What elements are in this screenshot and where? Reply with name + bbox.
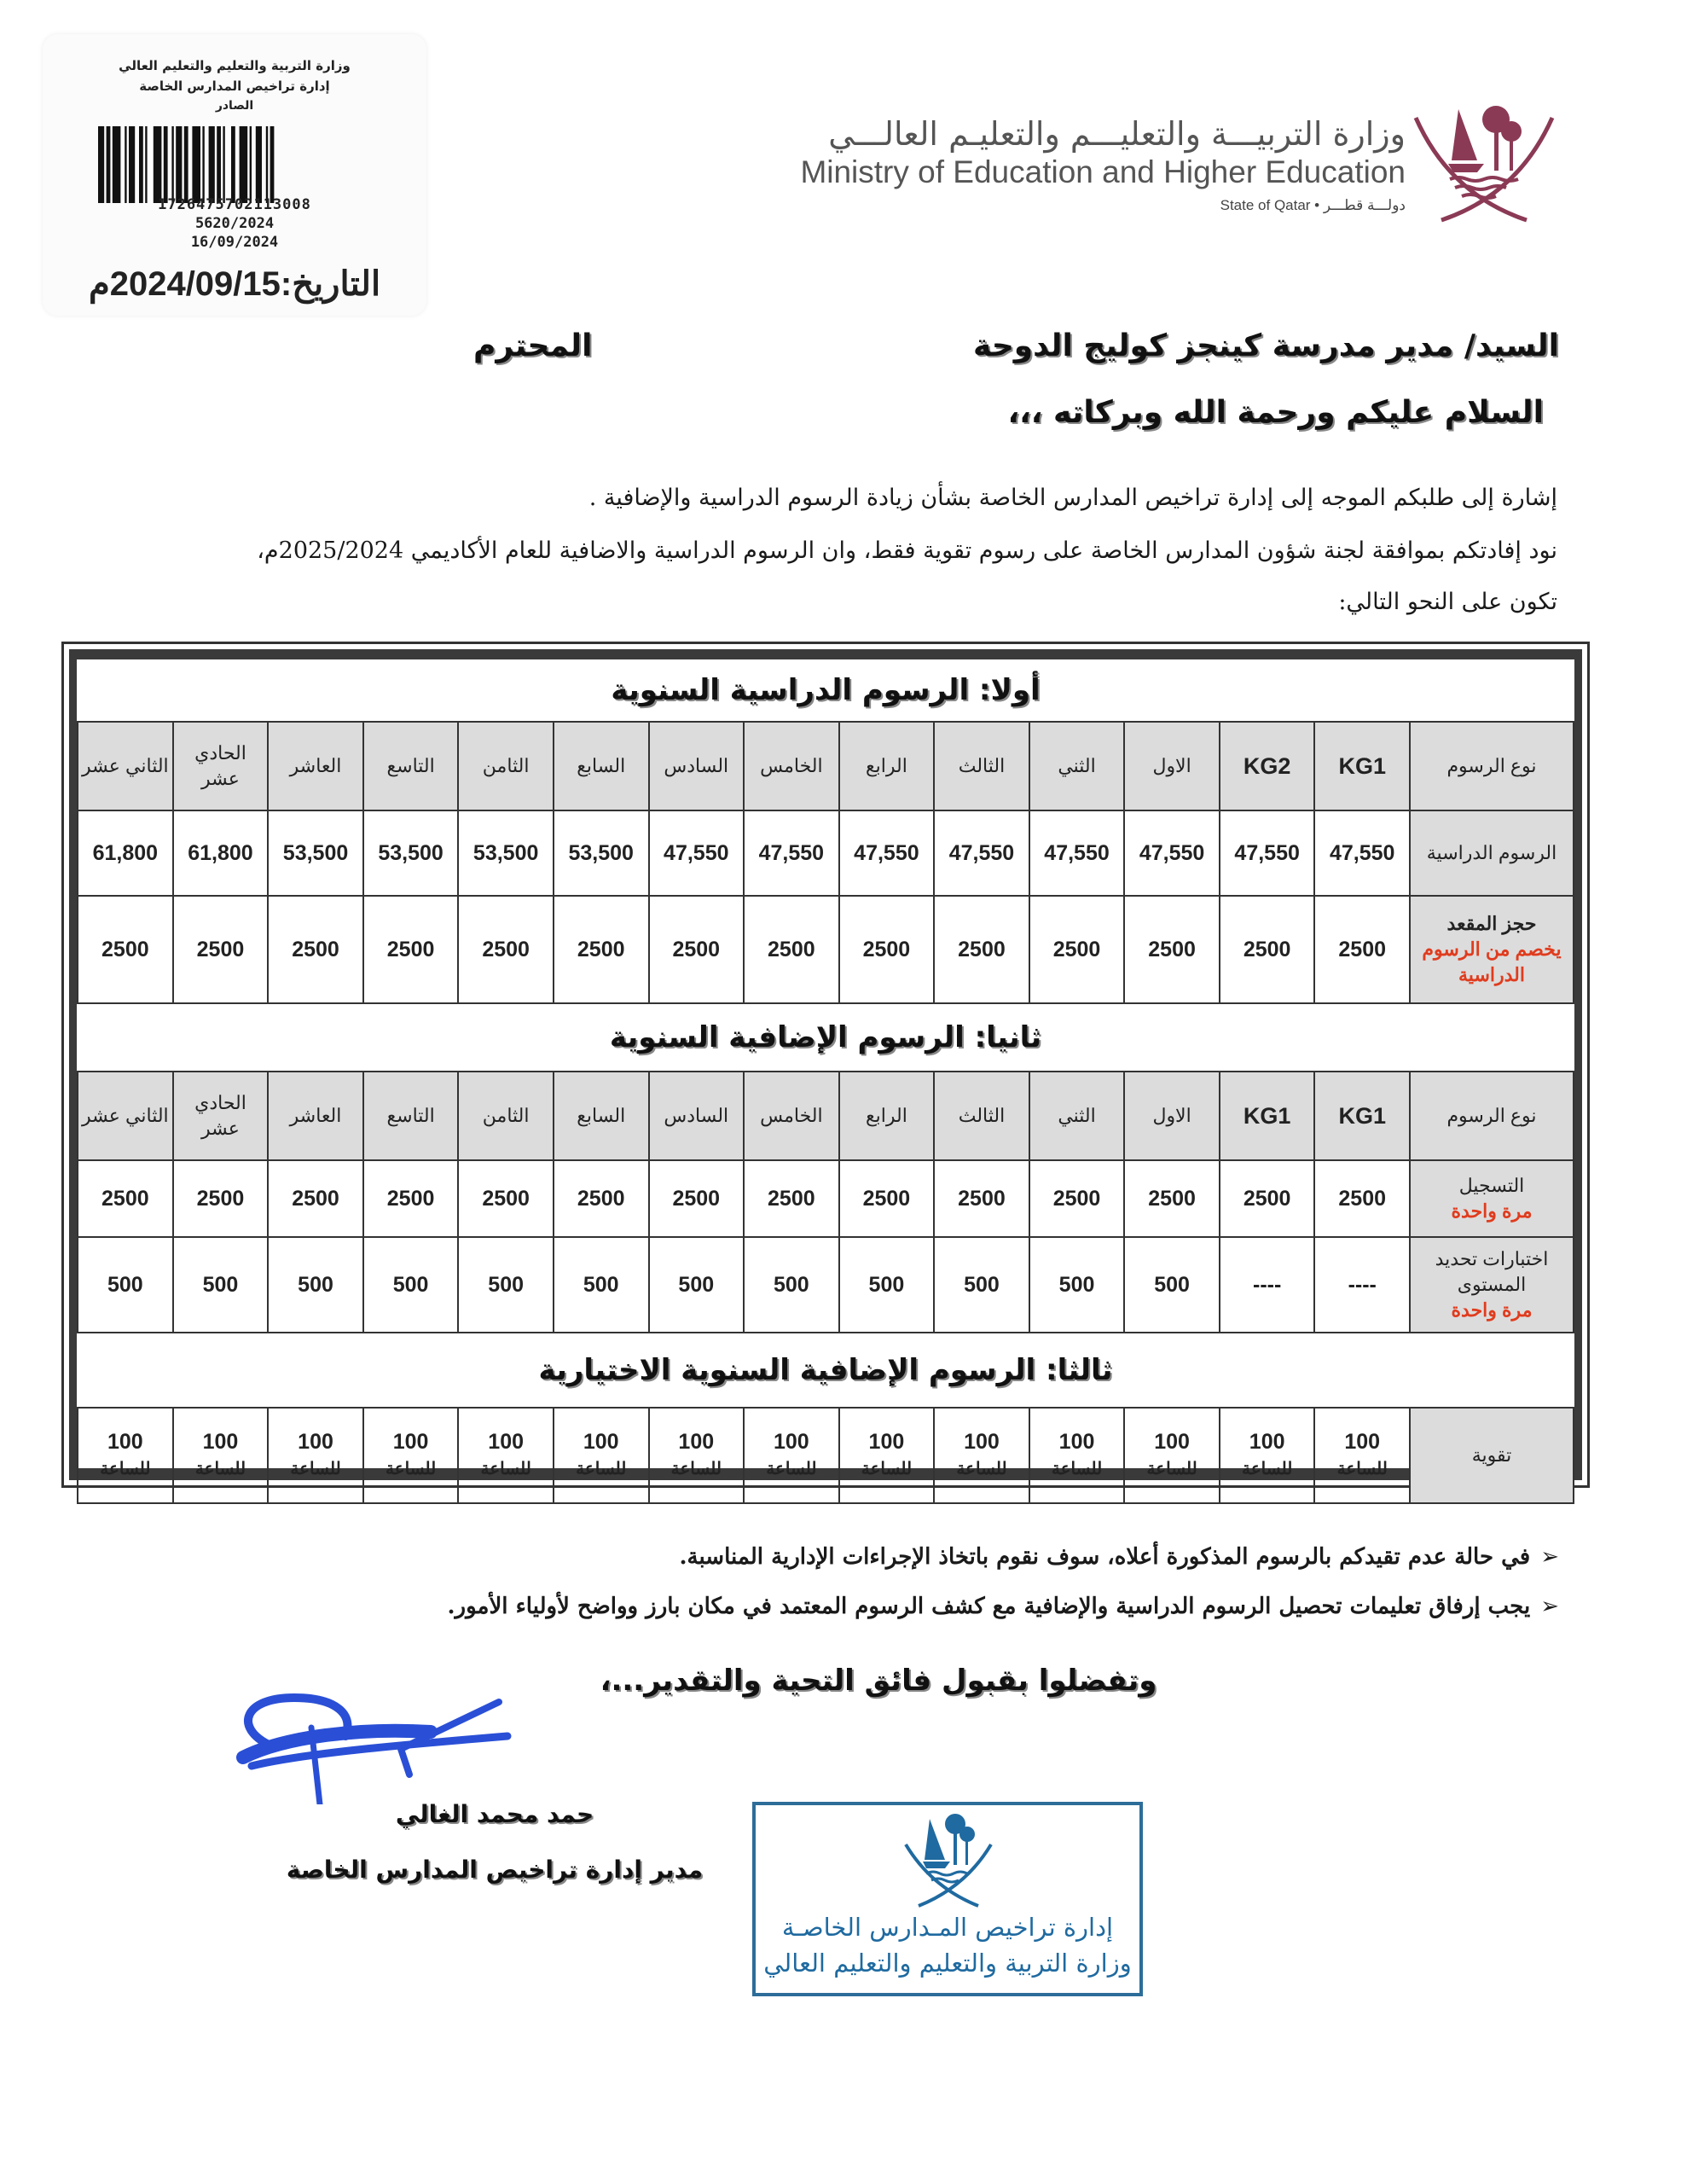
note-item — [679, 1544, 1559, 1570]
fee-cell: 2500 — [744, 1160, 839, 1237]
fee-type-header: نوع الرسوم — [1410, 1072, 1574, 1160]
fee-cell: 2500 — [1220, 896, 1315, 1003]
fee-unit: للساعة — [1242, 1460, 1293, 1478]
fee-cell: 53,500 — [363, 810, 459, 896]
fee-unit: للساعة — [480, 1460, 531, 1478]
fee-cell: 47,550 — [839, 810, 935, 896]
section2-title: ثانيا: الرسوم الإضافية السنوية — [609, 1020, 1042, 1054]
header-row — [78, 722, 1574, 810]
grade-header: التاسع — [363, 722, 459, 810]
fee-cell — [1124, 1408, 1220, 1503]
fee-cell — [1220, 1408, 1315, 1503]
grade-header: الرابع — [839, 722, 935, 810]
fee-amount: 100 — [1058, 1430, 1095, 1454]
fee-amount: 100 — [202, 1430, 239, 1454]
stamp-date: 16/09/2024 — [190, 234, 279, 251]
arrow-bullet-icon: ➢ — [1540, 1544, 1559, 1570]
note-text: في حالة عدم تقيدكم بالرسوم المذكورة أعلاه، سوف نقوم باتخاذ الإجراءات الإدارية المناسبة. — [679, 1544, 1531, 1570]
grade-header: السابع — [554, 1072, 649, 1160]
fees-table-frame — [61, 642, 1590, 1488]
signer-title: مدير إدارة تراخيص المدارس الخاصة — [286, 1856, 704, 1884]
grade-header: KG2 — [1220, 722, 1315, 810]
fee-cell: 2500 — [363, 896, 459, 1003]
fee-cell: 47,550 — [934, 810, 1029, 896]
fee-cell: 53,500 — [554, 810, 649, 896]
fee-cell: 53,500 — [268, 810, 363, 896]
fee-amount: 100 — [773, 1430, 809, 1454]
fee-cell: 61,800 — [173, 810, 269, 896]
fee-type-header: نوع الرسوم — [1410, 722, 1574, 810]
fee-cell: 2500 — [649, 896, 745, 1003]
row-label — [1410, 1237, 1574, 1333]
additional-fees-table — [77, 1071, 1574, 1333]
letter-date — [43, 264, 426, 304]
note-item — [448, 1594, 1560, 1619]
signature-icon — [217, 1676, 525, 1804]
grade-header: الثامن — [458, 1072, 554, 1160]
table-row — [78, 810, 1574, 896]
fee-cell: 2500 — [458, 896, 554, 1003]
grade-header: السادس — [649, 1072, 745, 1160]
fee-cell — [78, 1408, 173, 1503]
fee-cell: 2500 — [268, 896, 363, 1003]
table-row — [78, 1408, 1574, 1503]
department-stamp — [752, 1802, 1143, 1996]
row-label-text: حجز المقعد — [1446, 913, 1537, 934]
addressee: السيد/ مدير مدرسة كينجز كوليج الدوحة — [973, 328, 1559, 363]
row-label — [1410, 1408, 1574, 1503]
grade-header: الثاني عشر — [78, 722, 173, 810]
fee-unit: للساعة — [1051, 1460, 1103, 1478]
stamp-outgoing-label: الصادر — [215, 99, 254, 113]
fee-cell: 2500 — [1314, 896, 1410, 1003]
grade-header: KG1 — [1314, 1072, 1410, 1160]
grade-header: الخامس — [744, 1072, 839, 1160]
grade-header: الحادي عشر — [173, 1072, 269, 1160]
ministry-header — [706, 115, 1406, 214]
fee-cell: 2500 — [78, 1160, 173, 1237]
fee-cell: 53,500 — [458, 810, 554, 896]
row-label-note: مرة واحدة — [1451, 1299, 1533, 1321]
fee-cell: 500 — [554, 1237, 649, 1333]
closing-line: وتفضلوا بقبول فائق التحية والتقدير...، — [600, 1664, 1157, 1698]
grade-header: العاشر — [268, 722, 363, 810]
fee-cell: 500 — [268, 1237, 363, 1333]
fee-cell: 2500 — [1029, 896, 1125, 1003]
paragraph-intro: تكون على النحو التالي: — [1338, 589, 1557, 615]
grade-header: الثالث — [934, 1072, 1029, 1160]
grade-header: الخامس — [744, 722, 839, 810]
grade-header: الرابع — [839, 1072, 935, 1160]
fee-unit: للساعة — [861, 1460, 913, 1478]
optional-fees-table — [77, 1407, 1574, 1504]
fee-cell: 2500 — [839, 1160, 935, 1237]
fee-cell — [1314, 1408, 1410, 1503]
fee-cell — [268, 1408, 363, 1503]
section1-title: أولا: الرسوم الدراسية السنوية — [611, 673, 1041, 707]
fee-cell: 500 — [78, 1237, 173, 1333]
fee-unit: للساعة — [1146, 1460, 1197, 1478]
grade-header: الثامن — [458, 722, 554, 810]
row-label-text: اختبارات تحديد المستوى — [1435, 1248, 1549, 1295]
fee-cell — [458, 1408, 554, 1503]
dept-stamp-line1: إدارة تراخيص المـدارس الخاصـة — [781, 1913, 1114, 1942]
row-label-text: الرسوم الدراسية — [1426, 842, 1557, 863]
fee-amount: 100 — [583, 1430, 619, 1454]
fee-cell: 500 — [744, 1237, 839, 1333]
grade-header: التاسع — [363, 1072, 459, 1160]
stamp-department-line: إدارة تراخيص المدارس الخاصة — [139, 78, 330, 94]
fee-unit: للساعة — [670, 1460, 722, 1478]
grade-header: الاول — [1124, 1072, 1220, 1160]
fee-amount: 100 — [392, 1430, 429, 1454]
fee-unit: للساعة — [766, 1460, 817, 1478]
fee-cell — [363, 1408, 459, 1503]
tuition-fees-table — [77, 721, 1574, 1004]
fee-cell: 2500 — [554, 1160, 649, 1237]
fee-cell: 47,550 — [1124, 810, 1220, 896]
fee-amount: 100 — [1154, 1430, 1190, 1454]
ministry-name-en: Ministry of Education and Higher Education — [800, 154, 1406, 189]
grade-header: الثاني عشر — [78, 1072, 173, 1160]
barcode-icon — [98, 126, 397, 203]
fee-cell: 2500 — [173, 896, 269, 1003]
grade-header: الثالث — [934, 722, 1029, 810]
fee-cell: 2500 — [1314, 1160, 1410, 1237]
fee-cell: 500 — [363, 1237, 459, 1333]
paragraph-reference: إشارة إلى طلبكم الموجه إلى إدارة تراخيص المدارس الخاصة بشأن زيادة الرسوم الدراسية والإضافية . — [588, 485, 1557, 511]
fee-cell — [839, 1408, 935, 1503]
fee-cell — [744, 1408, 839, 1503]
dept-stamp-line2: وزارة التربية والتعليم والتعليم العالي — [763, 1949, 1132, 1978]
fee-amount: 100 — [868, 1430, 905, 1454]
fee-amount: 100 — [1344, 1430, 1381, 1454]
fee-cell: 2500 — [1029, 1160, 1125, 1237]
fee-cell: 500 — [934, 1237, 1029, 1333]
fee-cell: 2500 — [268, 1160, 363, 1237]
date-value: 2024/09/15م — [88, 265, 281, 303]
fee-cell: 2500 — [458, 1160, 554, 1237]
reference-number: 5620/2024 — [194, 215, 275, 232]
fee-amount: 100 — [678, 1430, 715, 1454]
fee-cell: 2500 — [1220, 1160, 1315, 1237]
fee-unit: للساعة — [1336, 1460, 1388, 1478]
fee-cell: 500 — [458, 1237, 554, 1333]
fee-cell — [934, 1408, 1029, 1503]
fee-cell: 2500 — [649, 1160, 745, 1237]
section3-title: ثالثا: الرسوم الإضافية السنوية الاختيارية — [538, 1353, 1113, 1387]
state-of-qatar: State of Qatar • دولـــة قطـــر — [1220, 197, 1406, 213]
fee-cell: 2500 — [1124, 896, 1220, 1003]
fee-amount: 100 — [488, 1430, 525, 1454]
fee-unit: للساعة — [385, 1460, 437, 1478]
grade-header: الاول — [1124, 722, 1220, 810]
fee-cell — [173, 1408, 269, 1503]
fee-cell: ---- — [1220, 1237, 1315, 1333]
grade-header: السادس — [649, 722, 745, 810]
fee-amount: 100 — [1249, 1430, 1285, 1454]
respected-title: المحترم — [473, 328, 593, 363]
fee-cell: 500 — [1124, 1237, 1220, 1333]
table-row — [78, 1160, 1574, 1237]
barcode-number: 1726475702113008 — [158, 196, 311, 213]
row-label — [1410, 896, 1574, 1003]
fee-cell: 2500 — [744, 896, 839, 1003]
row-label-text: تقوية — [1471, 1444, 1512, 1466]
grade-header: الحادي عشر — [173, 722, 269, 810]
paragraph-approval: نود إفادتكم بموافقة لجنة شؤون المدارس الخاصة على رسوم تقوية فقط، وان الرسوم الدراسية والاضافية للعام الأكاديمي 2025/2024م، — [257, 537, 1557, 564]
date-label: التاريخ: — [280, 265, 381, 303]
fee-unit: للساعة — [194, 1460, 246, 1478]
fee-unit: للساعة — [100, 1460, 151, 1478]
grade-header: KG1 — [1314, 722, 1410, 810]
fee-unit: للساعة — [956, 1460, 1007, 1478]
fee-cell: 500 — [1029, 1237, 1125, 1333]
reception-stamp — [43, 34, 426, 316]
row-label — [1410, 810, 1574, 896]
qatar-emblem-icon — [1399, 101, 1569, 229]
fee-cell: 500 — [173, 1237, 269, 1333]
stamp-ministry-line: وزارة التربية والتعليم والتعليم العالي — [119, 58, 351, 73]
fee-cell: 47,550 — [1029, 810, 1125, 896]
fee-cell: 500 — [839, 1237, 935, 1333]
fee-cell: 47,550 — [649, 810, 745, 896]
row-label-note: مرة واحدة — [1451, 1200, 1533, 1222]
fee-cell — [554, 1408, 649, 1503]
fee-cell: ---- — [1314, 1237, 1410, 1333]
fee-cell: 2500 — [554, 896, 649, 1003]
table-row — [78, 896, 1574, 1003]
arrow-bullet-icon: ➢ — [1540, 1594, 1559, 1619]
fee-cell: 2500 — [839, 896, 935, 1003]
row-label-note: يخصم من الرسوم الدراسية — [1422, 938, 1562, 985]
fee-cell: 61,800 — [78, 810, 173, 896]
fee-amount: 100 — [964, 1430, 1000, 1454]
grade-header: السابع — [554, 722, 649, 810]
fee-amount: 100 — [107, 1430, 143, 1454]
header-row — [78, 1072, 1574, 1160]
table-row — [78, 1237, 1574, 1333]
row-label — [1410, 1160, 1574, 1237]
greeting: السلام عليكم ورحمة الله وبركاته ،،، — [1007, 395, 1544, 430]
fee-cell — [649, 1408, 745, 1503]
fee-unit: للساعة — [290, 1460, 341, 1478]
grade-header: KG1 — [1220, 1072, 1315, 1160]
fee-cell: 2500 — [363, 1160, 459, 1237]
fee-cell — [1029, 1408, 1125, 1503]
qatar-emblem-icon — [897, 1810, 1000, 1913]
note-text: يجب إرفاق تعليمات تحصيل الرسوم الدراسية والإضافية مع كشف الرسوم المعتمد في مكان بارز وواضح لأولياء الأمور. — [447, 1594, 1531, 1619]
fee-cell: 2500 — [934, 1160, 1029, 1237]
ministry-name-ar: وزارة التربيـــة والتعليـــم والتعليـم العالـــي — [828, 115, 1406, 153]
fee-cell: 47,550 — [1220, 810, 1315, 896]
row-label-text: التسجيل — [1458, 1175, 1525, 1196]
fee-cell: 47,550 — [1314, 810, 1410, 896]
grade-header: الثني — [1029, 1072, 1125, 1160]
grade-header: العاشر — [268, 1072, 363, 1160]
fee-cell: 47,550 — [744, 810, 839, 896]
fee-unit: للساعة — [576, 1460, 627, 1478]
fee-amount: 100 — [298, 1430, 333, 1454]
fee-cell: 2500 — [173, 1160, 269, 1237]
fee-cell: 2500 — [1124, 1160, 1220, 1237]
fee-cell: 2500 — [78, 896, 173, 1003]
fee-cell: 2500 — [934, 896, 1029, 1003]
signer-name: حمد محمد الغالي — [395, 1800, 594, 1828]
fee-cell: 500 — [649, 1237, 745, 1333]
grade-header: الثني — [1029, 722, 1125, 810]
